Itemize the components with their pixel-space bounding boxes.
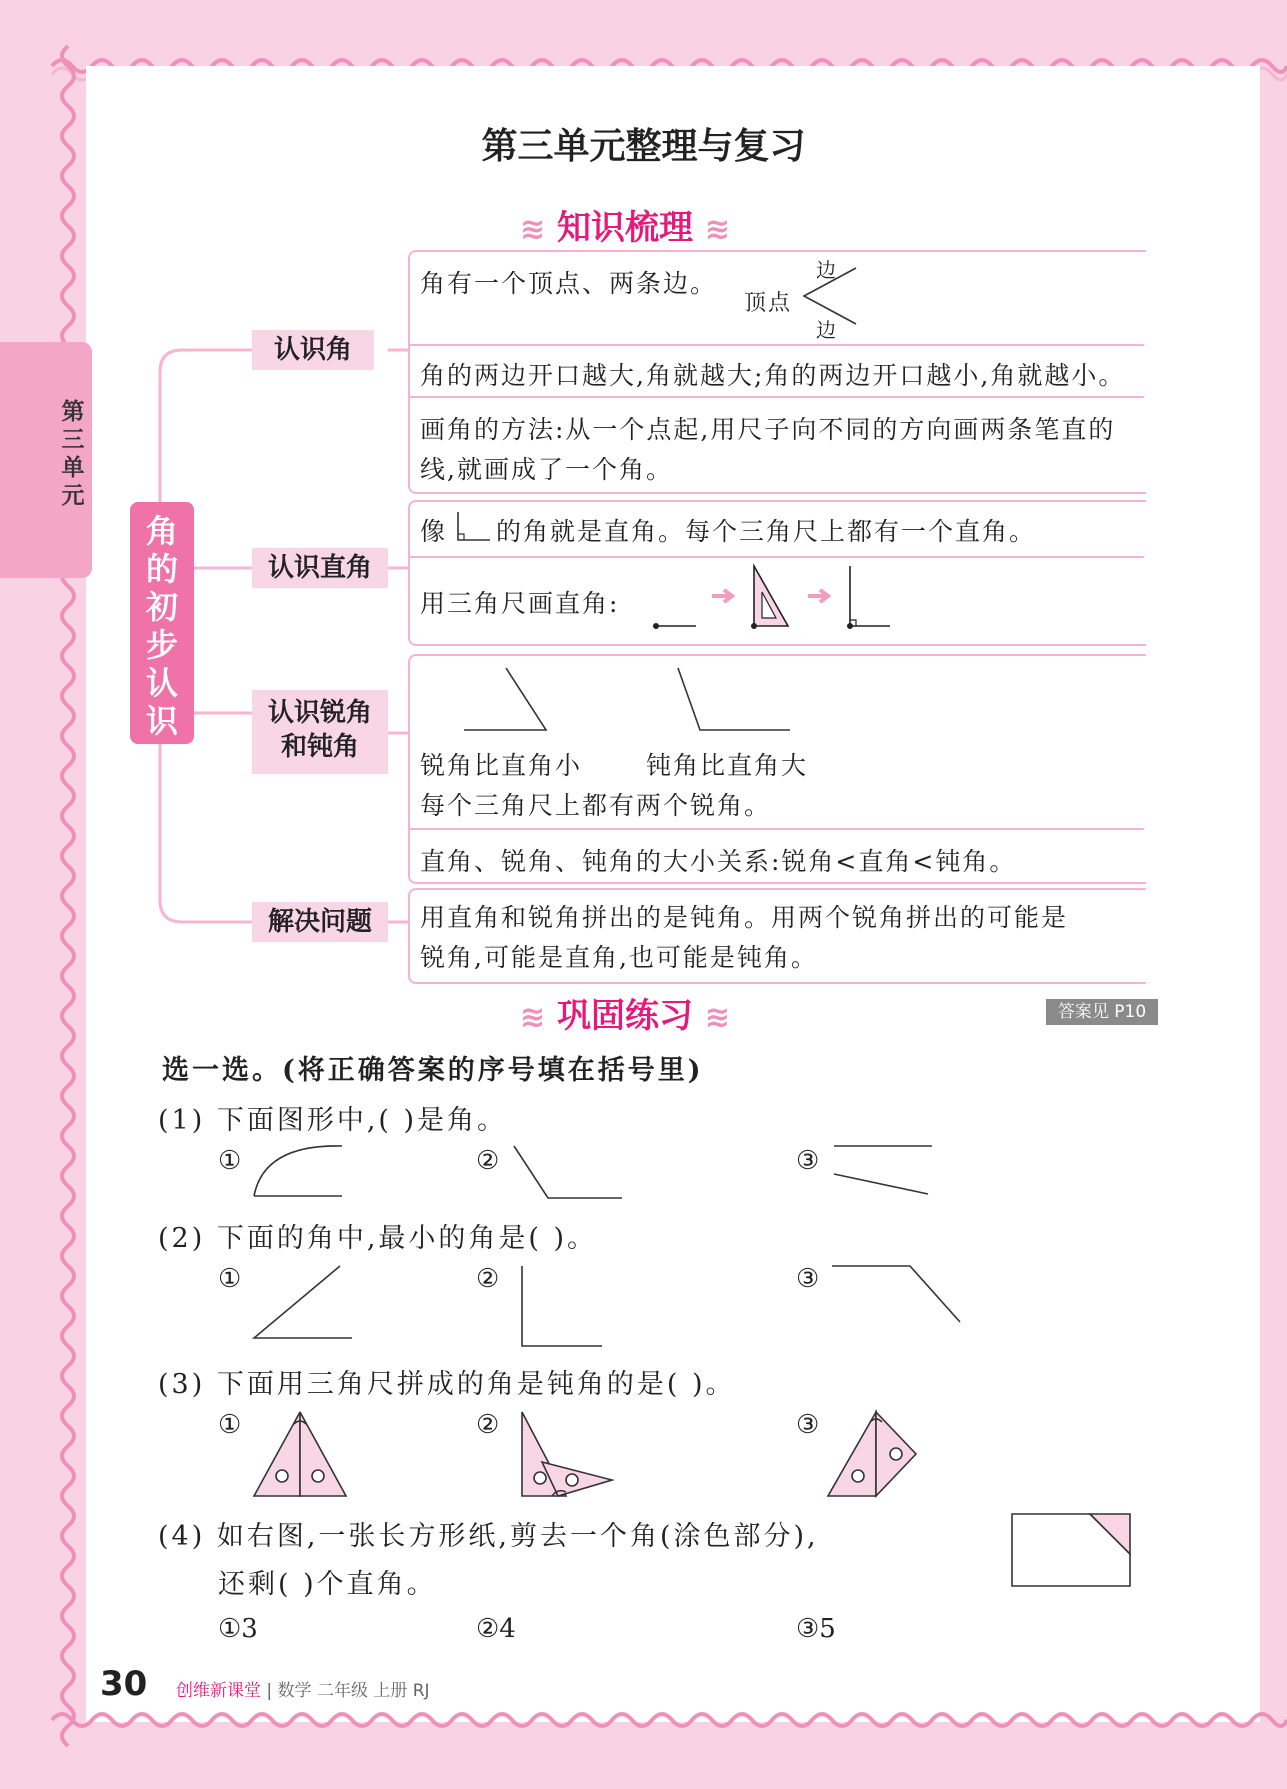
wave-deco-icon: ≋	[704, 1000, 730, 1035]
cut-rectangle-figure	[1010, 1512, 1134, 1590]
q3-option-1-label: ①	[218, 1410, 242, 1440]
q2-option-3-label: ③	[796, 1264, 820, 1294]
edge-label-bottom: 边	[816, 318, 838, 342]
triangle-set-2	[522, 1412, 612, 1496]
wave-deco-icon: ≋	[520, 1000, 546, 1035]
q1-option-3-label: ③	[796, 1146, 820, 1176]
q4-option-1: ①3	[218, 1614, 258, 1644]
answer-reference-tag: 答案见 P10	[1046, 999, 1158, 1025]
footer-brand: 创维新课堂	[176, 1681, 261, 1701]
q2-option-1-label: ①	[218, 1264, 242, 1294]
q3-option-2-label: ②	[476, 1410, 500, 1440]
branch-acute-obtuse: 认识锐角和钝角	[252, 690, 388, 774]
page-number: 30	[100, 1664, 148, 1704]
obtuse-larger-text: 钝角比直角大	[646, 751, 809, 780]
instruction: 选一选。(将正确答案的序号填在括号里)	[162, 1055, 704, 1086]
triangle-set-1	[254, 1412, 346, 1496]
q3-figures	[250, 1408, 950, 1504]
question-1: (1) 下面图形中,( )是角。	[158, 1105, 508, 1136]
acute-obtuse-diagram	[460, 664, 820, 734]
q2-option-2-label: ②	[476, 1264, 500, 1294]
practice-heading	[520, 988, 730, 1037]
vertex-label: 顶点	[744, 291, 793, 316]
practice-heading-text: 巩固练习	[556, 996, 693, 1036]
footer-book-info: | 数学 二年级 上册 RJ	[266, 1681, 430, 1701]
cell-draw-angle-line2: 线,就画成了一个角。	[420, 455, 673, 484]
knowledge-heading	[520, 200, 730, 249]
q1-figures	[250, 1140, 950, 1204]
page-title: 第三单元整理与复习	[481, 126, 806, 167]
cell-right-angle-definition: 的角就是直角。每个三角尺上都有一个直角。	[496, 517, 1037, 546]
divider	[410, 344, 1144, 346]
angle-diagram-icon	[800, 262, 860, 332]
knowledge-heading-text: 知识梳理	[556, 208, 693, 248]
branch-solve-problems: 解决问题	[252, 902, 388, 942]
wavy-border-left	[48, 46, 88, 1746]
cell-angle-definition: 角有一个顶点、两条边。	[420, 269, 718, 298]
edge-label-top: 边	[816, 258, 838, 282]
cell-draw-angle-line1: 画角的方法:从一个点起,用尺子向不同的方向画两条笔直的	[420, 415, 1116, 444]
question-3: (3) 下面用三角尺拼成的角是钝角的是( )。	[158, 1369, 736, 1400]
question-2: (2) 下面的角中,最小的角是( )。	[158, 1223, 598, 1254]
acute-smaller-text: 锐角比直角小	[420, 751, 583, 780]
cell-angle-size: 角的两边开口越大,角就越大;角的两边开口越小,角就越小。	[420, 361, 1126, 390]
branch-recognize-angle: 认识角	[252, 330, 374, 370]
q1-option-2-label: ②	[476, 1146, 500, 1176]
divider	[410, 556, 1144, 558]
cell-right-angle-like: 像	[420, 517, 448, 546]
wavy-border-bottom	[52, 1700, 1287, 1740]
mindmap-root-label: 角的初步认识	[145, 512, 178, 740]
triangle-set-3	[828, 1412, 916, 1496]
divider	[410, 828, 1144, 830]
q2-figures	[250, 1262, 970, 1348]
q3-option-3-label: ③	[796, 1410, 820, 1440]
question-4-line2: 还剩( )个直角。	[218, 1569, 437, 1600]
wave-deco-icon: ≋	[520, 212, 546, 247]
question-4-line1: (4) 如右图,一张长方形纸,剪去一个角(涂色部分),	[158, 1521, 819, 1552]
wave-deco-icon: ≋	[704, 212, 730, 247]
q4-option-2: ②4	[476, 1614, 516, 1644]
cell-draw-right-angle: 用三角尺画直角:	[420, 589, 620, 618]
divider	[410, 396, 1144, 398]
draw-right-angle-steps	[650, 562, 900, 632]
unit-side-tab-label: 第三单元	[61, 399, 85, 509]
right-angle-icon	[456, 510, 492, 544]
footer-info	[176, 1676, 430, 1701]
branch-right-angle: 认识直角	[252, 548, 388, 588]
cell-angle-order: 直角、锐角、钝角的大小关系:锐角<直角<钝角。	[420, 847, 1017, 876]
q1-option-1-label: ①	[218, 1146, 242, 1176]
cell-combine-line2: 锐角,可能是直角,也可能是钝角。	[420, 943, 818, 972]
cell-two-acute-angles: 每个三角尺上都有两个锐角。	[420, 791, 772, 820]
cell-combine-line1: 用直角和锐角拼出的是钝角。用两个锐角拼出的可能是	[420, 903, 1069, 932]
q4-option-3: ③5	[796, 1614, 836, 1644]
